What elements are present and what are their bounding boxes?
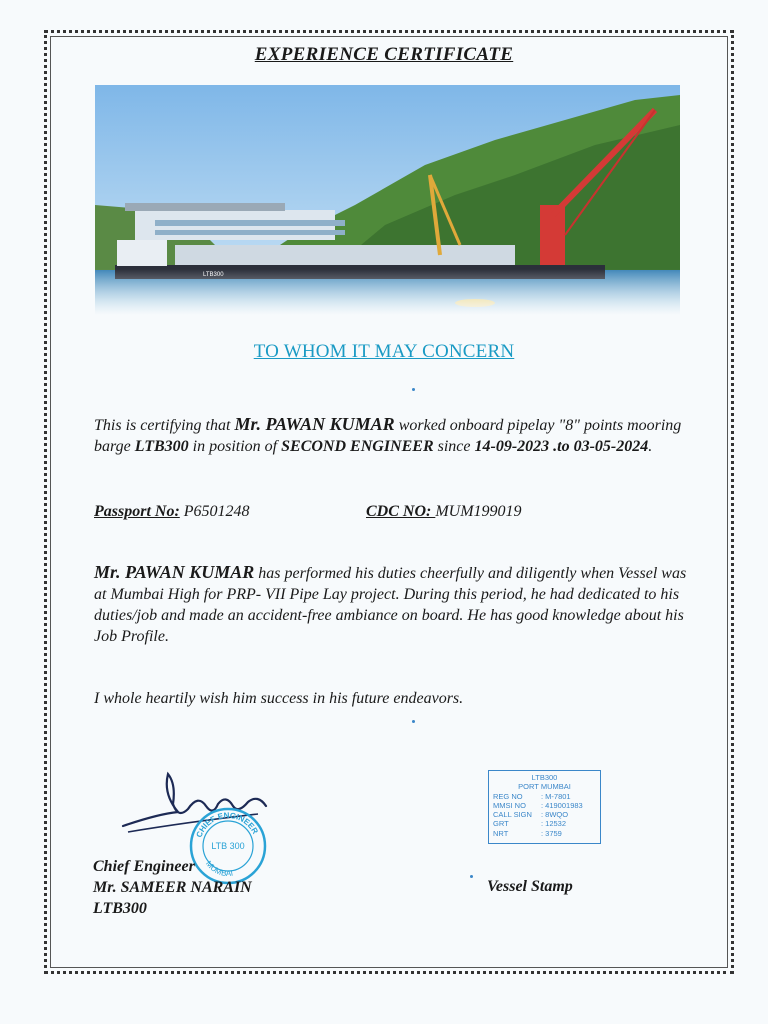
- cdc-label: CDC NO:: [366, 503, 436, 520]
- signatory-block: [93, 856, 252, 919]
- intro-text-2: worked onboard pipelay "8" points mooring barge: [94, 417, 682, 455]
- seal-center-text: LTB 300: [211, 841, 245, 851]
- stamp-value: : 3759: [541, 828, 562, 838]
- signatory-vessel: LTB300: [93, 900, 147, 917]
- closing-line: I whole heartily wish him success in his future endeavors.: [94, 690, 464, 707]
- vessel-name: LTB300: [134, 438, 189, 455]
- cdc-value: MUM199019: [435, 503, 522, 520]
- intro-text-5: .: [648, 438, 653, 455]
- stamp-value: : M-7801: [541, 791, 571, 801]
- stamp-value: : 12532: [541, 819, 567, 829]
- intro-text-4: since: [433, 438, 475, 455]
- stamp-row: [493, 792, 596, 801]
- employee-name: Mr. PAWAN KUMAR: [234, 414, 395, 434]
- performance-name: Mr. PAWAN KUMAR: [94, 562, 255, 582]
- ink-speck: [412, 388, 415, 391]
- intro-text-3: in position of: [188, 438, 282, 455]
- ink-speck: [470, 875, 473, 878]
- certificate-title: EXPERIENCE CERTIFICATE: [254, 44, 514, 65]
- passport-label: Passport No:: [94, 503, 180, 520]
- salutation-heading: TO WHOM IT MAY CONCERN: [253, 341, 515, 362]
- signatory-role: Chief Engineer: [93, 858, 195, 875]
- vessel-photo: [95, 85, 680, 315]
- stamp-row: [493, 801, 596, 810]
- stamp-row: [493, 829, 596, 838]
- cdc-block: [366, 503, 522, 521]
- vessel-stamp-caption: Vessel Stamp: [487, 878, 573, 895]
- intro-text-1: This is certifying that: [94, 417, 235, 434]
- stamp-key: MMSI NO: [493, 800, 526, 810]
- performance-paragraph: [94, 562, 694, 647]
- stamp-port: PORT MUMBAI: [518, 782, 571, 792]
- performance-text: has performed his duties cheerfully and diligently when Vessel was at Mumbai High for PRP- VII Pipe Lay project. During this period, he had dedicated to his duties/job and made an accident-free ambiance on board. He has good knowledge about his Job Profile.: [94, 565, 687, 645]
- identity-numbers: [94, 503, 694, 521]
- stamp-value: : 8WQO: [541, 810, 569, 820]
- stamp-value: : 419001983: [541, 800, 583, 810]
- ink-speck: [412, 720, 415, 723]
- passport-value: P6501248: [179, 503, 250, 520]
- stamp-key: GRT: [493, 819, 509, 829]
- stamp-key: CALL SIGN: [493, 810, 532, 820]
- stamp-vessel: LTB300: [531, 773, 558, 782]
- vessel-registration-stamp: [488, 770, 601, 844]
- stamp-row: [493, 819, 596, 828]
- signatory-name: Mr. SAMEER NARAIN: [93, 879, 252, 896]
- seal-top-text: CHIEF ENGINEER: [194, 810, 260, 839]
- stamp-key: NRT: [493, 828, 509, 838]
- position-title: SECOND ENGINEER: [281, 438, 434, 455]
- stamp-key: REG NO: [493, 791, 523, 801]
- service-period: 14-09-2023 .to 03-05-2024: [474, 438, 649, 455]
- seal-bottom-text: MUMBAI: [203, 859, 234, 879]
- stamp-row: [493, 810, 596, 819]
- intro-paragraph: [94, 414, 694, 457]
